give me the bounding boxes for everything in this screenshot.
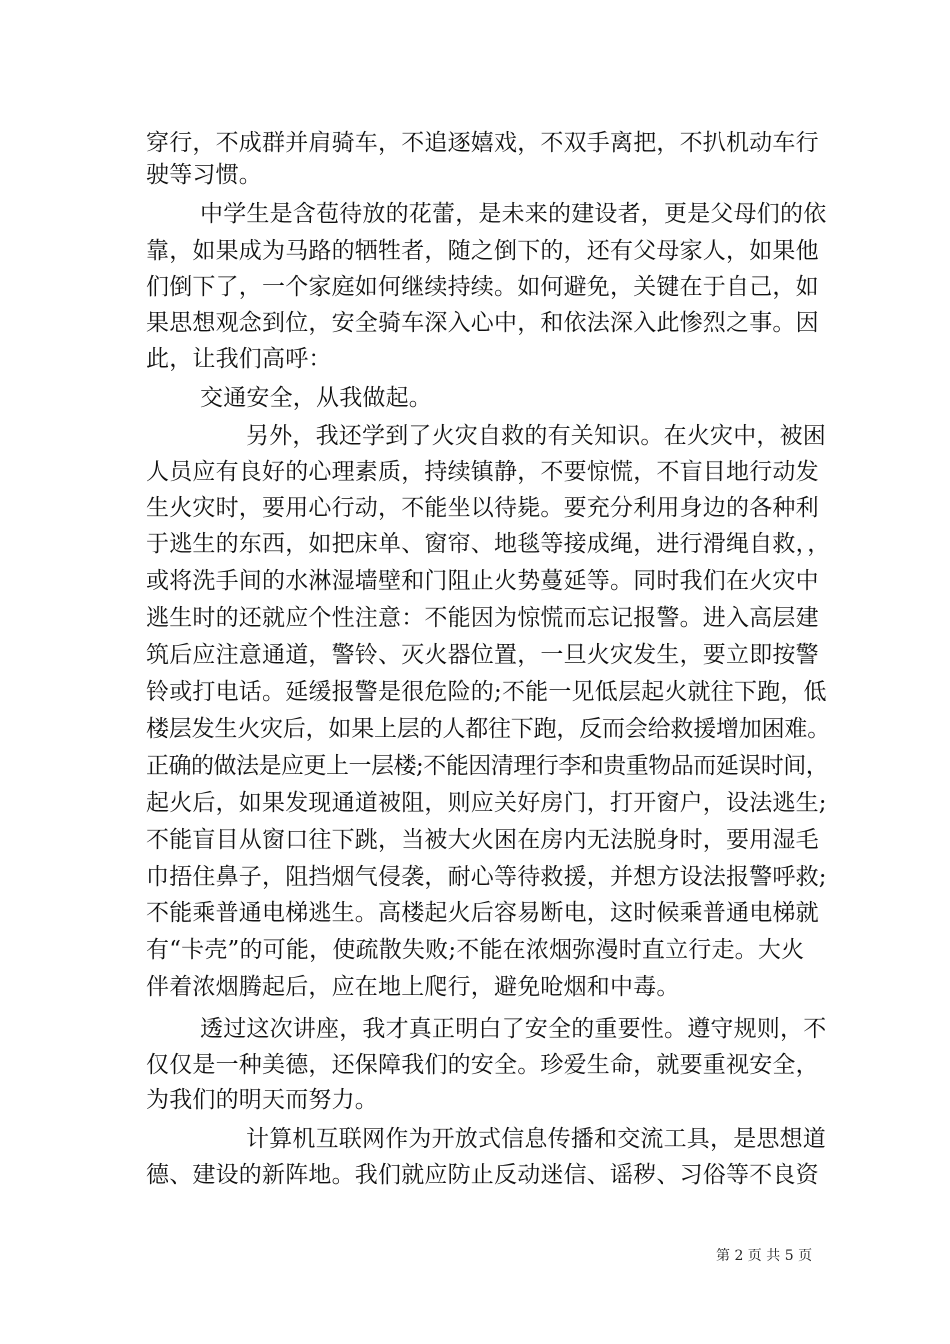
text-line: 靠，如果成为马路的牺牲者，随之倒下的，还有父母家人，如果他 <box>146 238 819 264</box>
text-line: 巾捂住鼻子，阻挡烟气侵袭，耐心等待救援，并想方设法报警呼救; <box>146 864 827 890</box>
text-line: 筑后应注意通道，警铃、灭火器位置，一旦火灾发生，要立即按警 <box>146 642 819 668</box>
paragraph-first-line: 计算机互联网作为开放式信息传播和交流工具，是思想道 <box>246 1126 826 1152</box>
text-line: 果思想观念到位，安全骑车深入心中，和依法深入此惨烈之事。因 <box>146 310 819 336</box>
text-line: 不能乘普通电梯逃生。高楼起火后容易断电，这时候乘普通电梯就 <box>146 900 819 926</box>
text-line: 伴着浓烟腾起后，应在地上爬行，避免呛烟和中毒。 <box>146 974 680 1000</box>
text-line: 生火灾时，要用心行动，不能坐以待毙。要充分利用身边的各种利 <box>146 495 819 521</box>
text-line: 于逃生的东西，如把床单、窗帘、地毯等接成绳，进行滑绳自救，， <box>146 531 831 557</box>
text-line: 有“卡壳”的可能，使疏散失败;不能在浓烟弥漫时直立行走。大火 <box>146 937 805 963</box>
text-line: 此，让我们高呼： <box>146 346 332 372</box>
text-line: 起火后，如果发现通道被阻，则应关好房门，打开窗户，设法逃生; <box>146 790 827 816</box>
text-line: 楼层发生火灾后，如果上层的人都往下跑，反而会给救援增加困难。 <box>146 716 831 742</box>
text-line: 仅仅是一种美德，还保障我们的安全。珍爱生命，就要重视安全， <box>146 1052 819 1078</box>
text-line: 或将洗手间的水淋湿墙壁和门阻止火势蔓延等。同时我们在火灾中 <box>146 568 819 594</box>
paragraph-first-line: 另外，我还学到了火灾自救的有关知识。在火灾中，被困 <box>246 423 826 449</box>
slogan-line: 交通安全，从我做起。 <box>200 385 432 411</box>
text-line: 铃或打电话。延缓报警是很危险的;不能一见低层起火就往下跑，低 <box>146 679 827 705</box>
text-line: 们倒下了，一个家庭如何继续持续。如何避免，关键在于自己，如 <box>146 274 819 300</box>
text-line: 驶等习惯。 <box>146 162 262 188</box>
text-line: 德、建设的新阵地。我们就应防止反动迷信、谣秽、习俗等不良资 <box>146 1162 819 1188</box>
text-line: 人员应有良好的心理素质，持续镇静，不要惊慌，不盲目地行动发 <box>146 459 819 485</box>
text-line: 穿行，不成群并肩骑车，不追逐嬉戏，不双手离把，不扒机动车行 <box>146 130 819 156</box>
text-line: 不能盲目从窗口往下跳，当被大火困在房内无法脱身时，要用湿毛 <box>146 827 819 853</box>
text-line: 正确的做法是应更上一层楼;不能因清理行李和贵重物品而延误时间， <box>146 753 829 779</box>
text-line: 为我们的明天而努力。 <box>146 1087 378 1113</box>
paragraph-first-line: 中学生是含苞待放的花蕾，是未来的建设者，更是父母们的依 <box>200 201 827 227</box>
paragraph-first-line: 透过这次讲座，我才真正明白了安全的重要性。遵守规则，不 <box>200 1016 827 1042</box>
page-indicator: 第 2 页 共 5 页 <box>716 1248 813 1264</box>
text-line: 逃生时的还就应个性注意：不能因为惊慌而忘记报警。进入高层建 <box>146 605 819 631</box>
